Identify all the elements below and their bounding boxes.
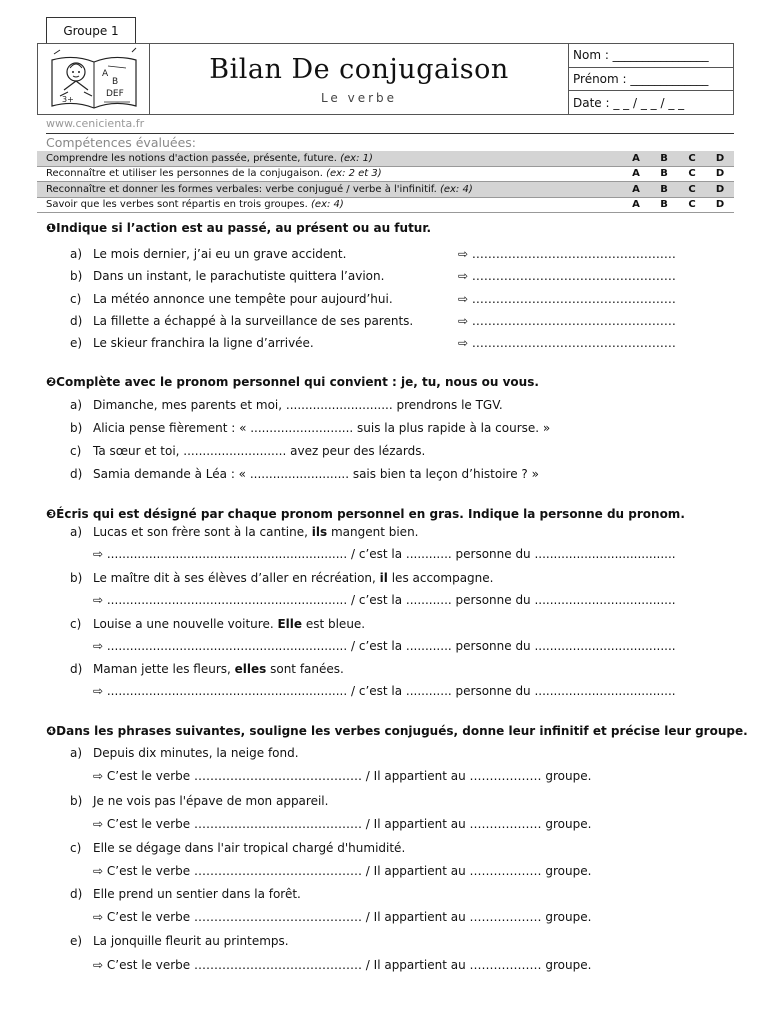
ex1-answer-line[interactable]: ⇨ …………………………………………… bbox=[458, 314, 676, 328]
group-label: Groupe 1 bbox=[46, 17, 136, 44]
competence-ex: (ex: 4) bbox=[311, 199, 344, 211]
grade-d[interactable]: D bbox=[715, 199, 725, 211]
item-letter: a) bbox=[70, 398, 83, 412]
item-letter: c) bbox=[70, 444, 82, 458]
logo-cell bbox=[38, 44, 150, 114]
bold-pronoun: ils bbox=[311, 525, 328, 539]
grade-a[interactable]: A bbox=[632, 168, 640, 180]
grade-d[interactable]: D bbox=[715, 168, 725, 180]
competence-ex: (ex: 4) bbox=[439, 183, 473, 195]
competence-text: Reconnaître et utiliser les personnes de la conjugaison. bbox=[46, 168, 323, 180]
item-letter: d) bbox=[70, 467, 83, 481]
ex1-answer-line[interactable]: ⇨ …………………………………………… bbox=[458, 292, 676, 306]
grade-b[interactable]: B bbox=[660, 199, 668, 211]
ex4-answer-line[interactable]: ⇨ C’est le verbe …………………………………… / Il appartient au ……………… groupe. bbox=[93, 958, 592, 972]
date-field[interactable]: Date : _ _ / _ _ / _ _ bbox=[573, 95, 685, 110]
grade-a[interactable]: A bbox=[632, 199, 640, 211]
ex4-sentence: Elle prend un sentier dans la forêt. bbox=[93, 887, 301, 901]
ex2-sentence[interactable]: Dimanche, mes parents et moi, ............................ prendrons le TGV. bbox=[93, 398, 503, 412]
ex2-sentence[interactable]: Ta sœur et toi, ........................... avez peur des lézards. bbox=[93, 444, 426, 458]
ex1-sentence: La météo annonce une tempête pour aujourd’hui. bbox=[93, 292, 393, 306]
competence-ex: (ex: 1) bbox=[340, 152, 373, 164]
ex3-sentence: Le maître dit à ses élèves d’aller en récréation, il les accompagne. bbox=[93, 571, 494, 585]
ex3-answer-line[interactable]: ⇨ ............................................................... / c’est la ............ personne du ..................................... bbox=[93, 684, 676, 698]
competence-text: Comprendre les notions d'action passée, présente, future. bbox=[46, 152, 337, 164]
ex3-answer-line[interactable]: ⇨ ............................................................... / c’est la ............ personne du ..................................... bbox=[93, 593, 676, 607]
ex4-answer-line[interactable]: ⇨ C’est le verbe …………………………………… / Il appartient au ……………… groupe. bbox=[93, 864, 592, 878]
exercise-3-title: ❸Écris qui est désigné par chaque pronom personnel en gras. Indique la personne du pronom. bbox=[46, 507, 685, 521]
grade-b[interactable]: B bbox=[660, 168, 668, 180]
exercise-1-title: ❶Indique si l’action est au passé, au présent ou au futur. bbox=[46, 221, 432, 235]
item-letter: d) bbox=[70, 314, 83, 328]
ex3-sentence: Louise a une nouvelle voiture. Elle est bleue. bbox=[93, 617, 366, 631]
title-cell bbox=[150, 44, 569, 114]
grade-a[interactable]: A bbox=[632, 152, 640, 164]
item-letter: b) bbox=[70, 421, 83, 435]
svg-text:3+: 3+ bbox=[61, 95, 74, 104]
item-letter: b) bbox=[70, 794, 83, 808]
svg-text:B: B bbox=[111, 77, 118, 87]
competences-table bbox=[37, 151, 734, 213]
worksheet-title: Bilan De conjugaison bbox=[209, 53, 509, 85]
identity-fields bbox=[569, 44, 733, 114]
item-letter: c) bbox=[70, 841, 82, 855]
grade-options bbox=[622, 153, 734, 164]
svg-text:DEF: DEF bbox=[105, 89, 124, 99]
ex4-sentence: La jonquille fleurit au printemps. bbox=[93, 934, 289, 948]
grade-options bbox=[622, 199, 734, 210]
item-letter: b) bbox=[70, 269, 83, 283]
ex4-sentence: Depuis dix minutes, la neige fond. bbox=[93, 746, 299, 760]
competence-row bbox=[37, 151, 734, 167]
ex2-sentence[interactable]: Alicia pense fièrement : « ........................... suis la plus rapide à la course. » bbox=[93, 421, 551, 435]
item-letter: c) bbox=[70, 617, 82, 631]
site-url: www.cenicienta.fr bbox=[46, 117, 145, 130]
ex4-answer-line[interactable]: ⇨ C’est le verbe …………………………………… / Il appartient au ……………… groupe. bbox=[93, 910, 592, 924]
grade-c[interactable]: C bbox=[688, 168, 696, 180]
bold-pronoun: il bbox=[379, 571, 388, 585]
book-child-logo-icon bbox=[46, 46, 142, 112]
grade-options bbox=[622, 168, 734, 179]
competence-ex: (ex: 2 et 3) bbox=[326, 168, 382, 180]
ex4-sentence: Elle se dégage dans l'air tropical chargé d'humidité. bbox=[93, 841, 406, 855]
grade-b[interactable]: B bbox=[660, 152, 668, 164]
grade-b[interactable]: B bbox=[660, 183, 668, 195]
ex4-answer-line[interactable]: ⇨ C’est le verbe …………………………………… / Il appartient au ……………… groupe. bbox=[93, 817, 592, 831]
ex4-sentence: Je ne vois pas l'épave de mon appareil. bbox=[93, 794, 329, 808]
grade-a[interactable]: A bbox=[632, 183, 640, 195]
ex1-sentence: Le skieur franchira la ligne d’arrivée. bbox=[93, 336, 314, 350]
grade-c[interactable]: C bbox=[688, 199, 696, 211]
bold-pronoun: elles bbox=[234, 662, 267, 676]
item-letter: a) bbox=[70, 525, 83, 539]
ex1-sentence: Dans un instant, le parachutiste quittera l’avion. bbox=[93, 269, 385, 283]
item-letter: e) bbox=[70, 934, 83, 948]
competence-text: Savoir que les verbes sont répartis en trois groupes. bbox=[46, 199, 308, 211]
grade-c[interactable]: C bbox=[688, 152, 696, 164]
prenom-field[interactable]: Prénom : _____________ bbox=[569, 68, 733, 92]
ex1-answer-line[interactable]: ⇨ …………………………………………… bbox=[458, 336, 676, 350]
ex1-answer-line[interactable]: ⇨ …………………………………………… bbox=[458, 269, 676, 283]
bold-pronoun: Elle bbox=[277, 617, 303, 631]
competence-row bbox=[37, 167, 734, 183]
ex3-sentence: Maman jette les fleurs, elles sont fanées. bbox=[93, 662, 344, 676]
grade-options bbox=[622, 184, 734, 195]
item-letter: a) bbox=[70, 247, 83, 261]
ex1-answer-line[interactable]: ⇨ …………………………………………… bbox=[458, 247, 676, 261]
grade-d[interactable]: D bbox=[715, 152, 725, 164]
ex3-sentence: Lucas et son frère sont à la cantine, ils mangent bien. bbox=[93, 525, 419, 539]
ex3-answer-line[interactable]: ⇨ ............................................................... / c’est la ............ personne du ..................................... bbox=[93, 547, 676, 561]
competences-title: Compétences évaluées: bbox=[46, 133, 734, 150]
item-letter: d) bbox=[70, 887, 83, 901]
ex3-answer-line[interactable]: ⇨ ............................................................... / c’est la ............ personne du ..................................... bbox=[93, 639, 676, 653]
worksheet-header bbox=[37, 43, 734, 115]
item-letter: a) bbox=[70, 746, 83, 760]
svg-text:A: A bbox=[101, 69, 108, 79]
ex1-sentence: Le mois dernier, j’ai eu un grave accident. bbox=[93, 247, 347, 261]
ex1-sentence: La fillette a échappé à la surveillance de ses parents. bbox=[93, 314, 414, 328]
exercise-2-title: ❷Complète avec le pronom personnel qui convient : je, tu, nous ou vous. bbox=[46, 375, 539, 389]
competence-text: Reconnaître et donner les formes verbales: verbe conjugué / verbe à l'infinitif. bbox=[46, 183, 437, 195]
item-letter: b) bbox=[70, 571, 83, 585]
competence-row bbox=[37, 198, 734, 214]
grade-c[interactable]: C bbox=[688, 183, 696, 195]
ex2-sentence[interactable]: Samia demande à Léa : « .......................... sais bien ta leçon d’histoire ? » bbox=[93, 467, 539, 481]
item-letter: c) bbox=[70, 292, 82, 306]
nom-field[interactable]: Nom : ________________ bbox=[569, 44, 733, 68]
grade-d[interactable]: D bbox=[715, 183, 725, 195]
worksheet-subtitle: Le verbe bbox=[320, 90, 398, 105]
competence-row bbox=[37, 182, 734, 198]
exercise-4-title: ❹Dans les phrases suivantes, souligne les verbes conjugués, donne leur infinitif et précise leur groupe. bbox=[46, 724, 748, 738]
item-letter: d) bbox=[70, 662, 83, 676]
item-letter: e) bbox=[70, 336, 83, 350]
ex4-answer-line[interactable]: ⇨ C’est le verbe …………………………………… / Il appartient au ……………… groupe. bbox=[93, 769, 592, 783]
